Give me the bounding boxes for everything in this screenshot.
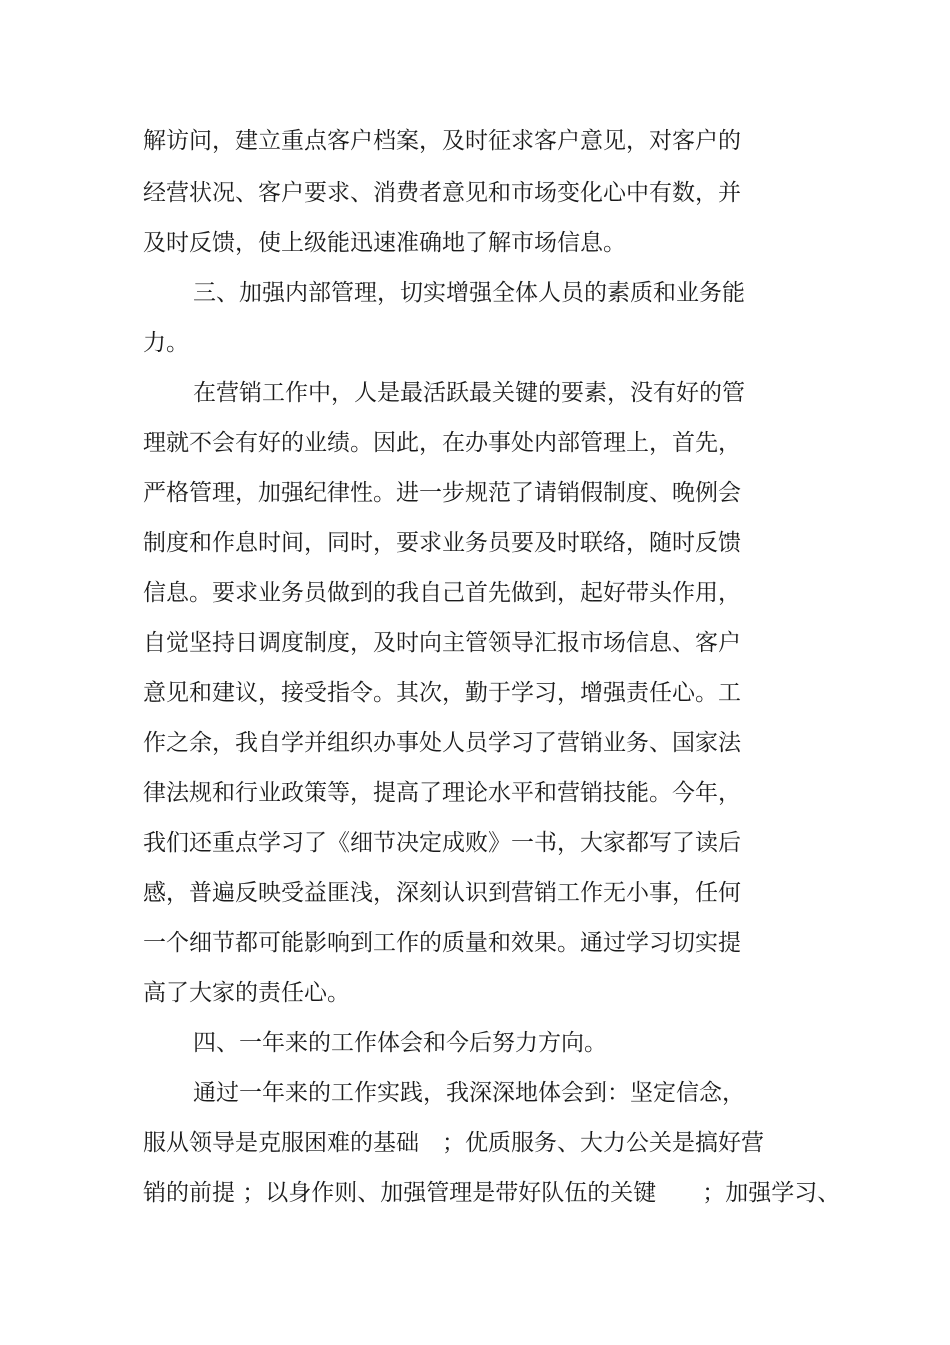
text-line: 服从领导是克服困难的基础 ；优质服务、大力公关是搞好营 xyxy=(143,1130,764,1156)
text-line: 自觉坚持日调度制度，及时向主管领导汇报市场信息、客户 xyxy=(143,630,741,656)
text-line: 我们还重点学习了《细节决定成败》一书，大家都写了读后 xyxy=(143,830,741,856)
text-line: 理就不会有好的业绩。因此，在办事处内部管理上，首先， xyxy=(143,430,741,456)
text-line: 感，普遍反映受益匪浅，深刻认识到营销工作无小事，任何 xyxy=(143,880,741,906)
text-line: 及时反馈，使上级能迅速准确地了解市场信息。 xyxy=(143,230,626,256)
text-line: 制度和作息时间，同时，要求业务员要及时联络，随时反馈 xyxy=(143,530,741,556)
text-line: 一个细节都可能影响到工作的质量和效果。通过学习切实提 xyxy=(143,930,741,956)
text-line: 解访问，建立重点客户档案，及时征求客户意见，对客户的 xyxy=(143,128,741,154)
text-line: 信息。要求业务员做到的我自己首先做到，起好带头作用， xyxy=(143,580,741,606)
text-line: 经营状况、客户要求、消费者意见和市场变化心中有数，并 xyxy=(143,180,741,206)
text-line: 作之余，我自学并组织办事处人员学习了营销业务、国家法 xyxy=(143,730,741,756)
text-line: 通过一年来的工作实践，我深深地体会到：坚定信念， xyxy=(193,1080,745,1106)
text-line: 力。 xyxy=(143,330,189,356)
section-heading: 四、一年来的工作体会和今后努力方向。 xyxy=(193,1030,607,1056)
text-line: 律法规和行业政策等，提高了理论水平和营销技能。今年， xyxy=(143,780,741,806)
text-line: 高了大家的责任心。 xyxy=(143,980,350,1006)
text-line: 意见和建议，接受指令。其次，勤于学习，增强责任心。工 xyxy=(143,680,741,706)
text-line: 在营销工作中，人是最活跃最关键的要素，没有好的管 xyxy=(193,380,745,406)
section-heading: 三、加强内部管理，切实增强全体人员的素质和业务能 xyxy=(193,280,745,306)
text-line: 严格管理，加强纪律性。进一步规范了请销假制度、晚例会 xyxy=(143,480,741,506)
text-line: 销的前提 ；以身作则、加强管理是带好队伍的关键 ；加强学习、 xyxy=(143,1180,841,1206)
